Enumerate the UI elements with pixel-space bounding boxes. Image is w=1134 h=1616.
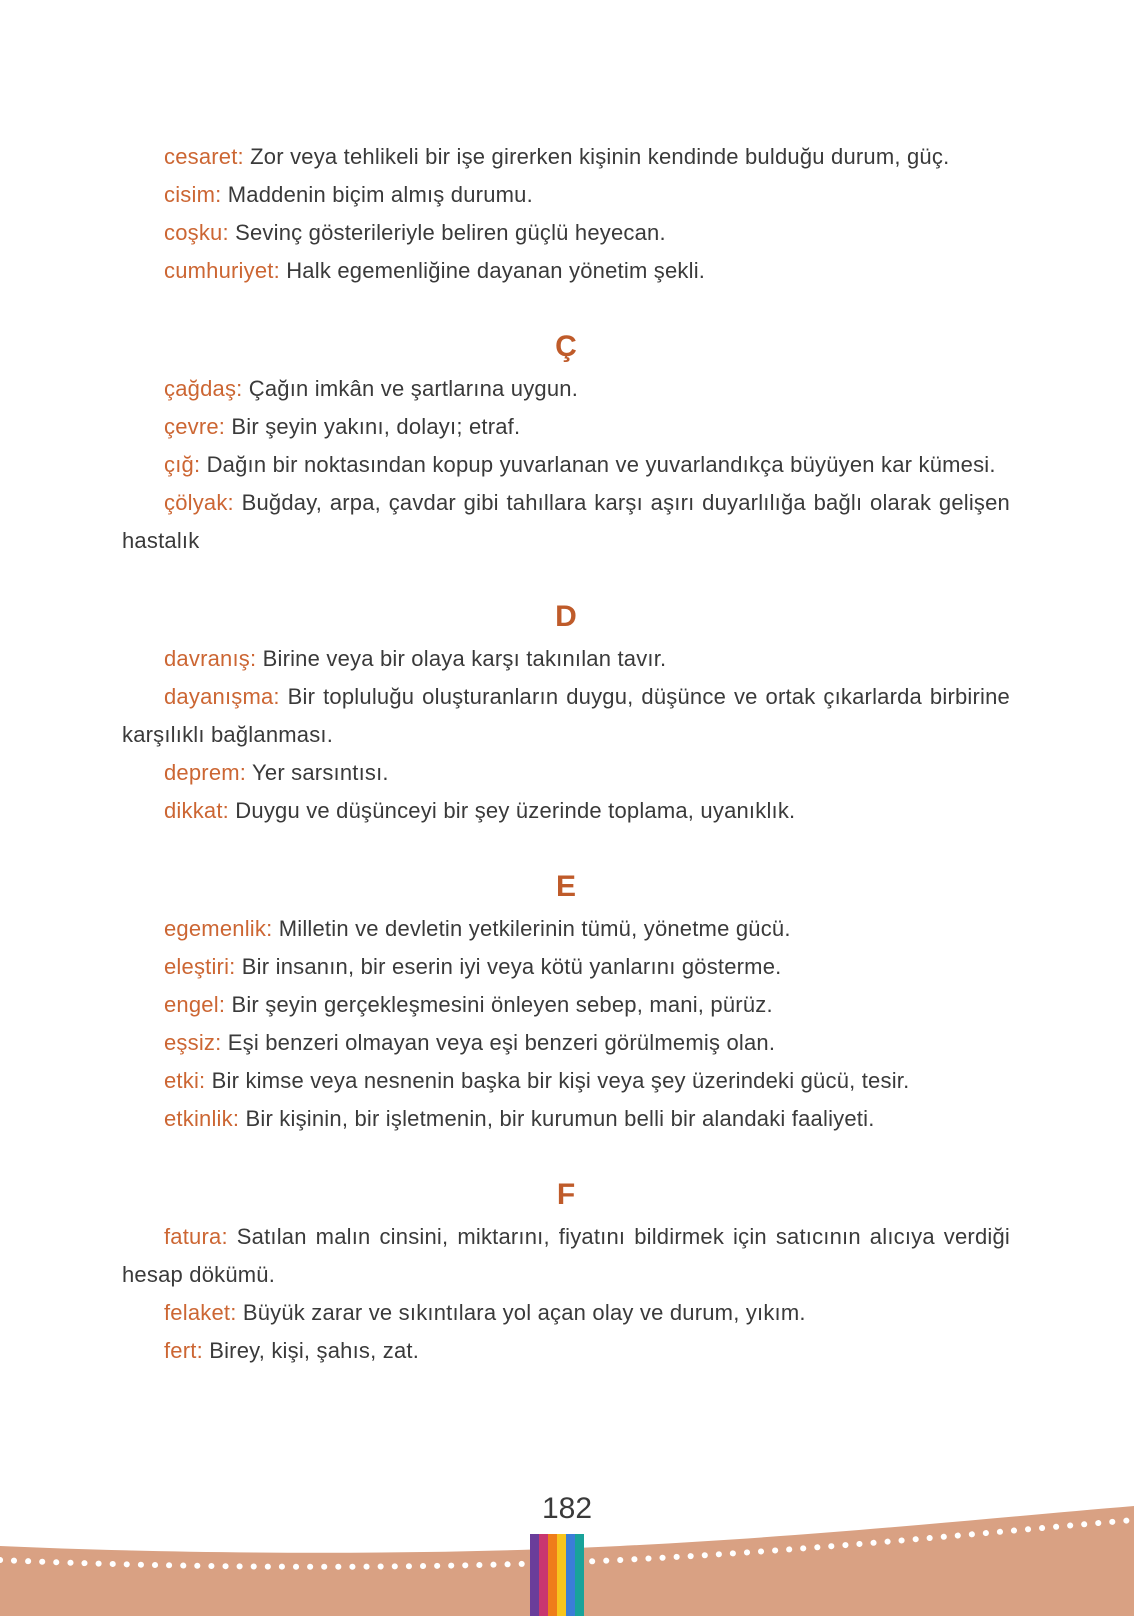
entry-term: fert:: [164, 1338, 203, 1363]
entry-term: engel:: [164, 992, 226, 1017]
entry-definition: Maddenin biçim almış durumu.: [221, 182, 533, 207]
glossary-entry: [122, 1294, 1010, 1332]
glossary-entry: [122, 986, 1010, 1024]
entry-definition: Duygu ve düşünceyi bir şey üzerinde toplama, uyanıklık.: [228, 798, 796, 823]
entry-definition: Bir insanın, bir eserin iyi veya kötü yanlarını gösterme.: [235, 954, 782, 979]
bookmark-stripe: [557, 1534, 566, 1616]
glossary-entry: [122, 1024, 1010, 1062]
entry-term: felaket:: [164, 1300, 237, 1325]
entry-definition: Bir kimse veya nesnenin başka bir kişi veya şey üzerindeki gücü, tesir.: [205, 1068, 910, 1093]
bookmark-stripe: [575, 1534, 584, 1616]
entry-definition: Büyük zarar ve sıkıntılara yol açan olay ve durum, yıkım.: [236, 1300, 806, 1325]
bookmark-stripes: [530, 1534, 584, 1616]
glossary-entry: [122, 252, 1010, 290]
glossary-entry: [122, 792, 1010, 830]
bookmark-stripe: [548, 1534, 557, 1616]
glossary-entry: [122, 754, 1010, 792]
glossary-entry: [122, 1332, 1010, 1370]
entry-term: coşku:: [164, 220, 229, 245]
entry-definition: Bir şeyin gerçekleşmesini önleyen sebep, mani, pürüz.: [225, 992, 773, 1017]
page-number: 182: [541, 1492, 593, 1525]
section-letter: E: [555, 870, 576, 903]
entry-definition: Çağın imkân ve şartlarına uygun.: [242, 376, 579, 401]
entry-term: etki:: [164, 1068, 206, 1093]
entry-term: etkinlik:: [164, 1106, 240, 1131]
glossary-entry: [122, 446, 1010, 484]
section-letter: Ç: [555, 330, 577, 363]
glossary-entry: [122, 214, 1010, 252]
entry-definition: Bir topluluğu oluşturanların duygu, düşünce ve ortak çıkarlarda birbirine karşılıklı bağlanması.: [122, 684, 1010, 747]
glossary-entry: [122, 138, 1010, 176]
entry-definition: Bir kişinin, bir işletmenin, bir kurumun belli bir alandaki faaliyeti.: [239, 1106, 875, 1131]
entry-term: çığ:: [164, 452, 201, 477]
entry-term: çölyak:: [164, 490, 234, 515]
entry-definition: Birine veya bir olaya karşı takınılan tavır.: [256, 646, 667, 671]
entry-definition: Satılan malın cinsini, miktarını, fiyatını bildirmek için satıcının alıcıya verdiği hesap dökümü.: [122, 1224, 1010, 1287]
glossary-entry: [122, 408, 1010, 446]
glossary-entry: [122, 1062, 1010, 1100]
section-letter: D: [555, 600, 577, 633]
entry-term: eleştiri:: [164, 954, 236, 979]
entry-term: çevre:: [164, 414, 226, 439]
entry-definition: Halk egemenliğine dayanan yönetim şekli.: [279, 258, 706, 283]
glossary-entry: [122, 176, 1010, 214]
entry-term: dayanışma:: [164, 684, 280, 709]
entry-term: fatura:: [164, 1224, 228, 1249]
entry-term: cumhuriyet:: [164, 258, 280, 283]
entry-term: dikkat:: [164, 798, 229, 823]
bookmark-stripe: [566, 1534, 575, 1616]
entry-term: cisim:: [164, 182, 222, 207]
entry-term: egemenlik:: [164, 916, 273, 941]
entry-definition: Buğday, arpa, çavdar gibi tahıllara karşı aşırı duyarlılığa bağlı olarak gelişen hastalık: [122, 490, 1010, 553]
glossary-entry: [122, 1218, 1010, 1294]
glossary-entry: [122, 640, 1010, 678]
entry-definition: Sevinç gösterileriyle beliren güçlü heyecan.: [228, 220, 666, 245]
entry-definition: Yer sarsıntısı.: [246, 760, 389, 785]
entry-term: davranış:: [164, 646, 257, 671]
section-letter: F: [556, 1178, 576, 1211]
entry-term: deprem:: [164, 760, 247, 785]
entry-definition: Zor veya tehlikeli bir işe girerken kişinin kendinde bulduğu durum, güç.: [243, 144, 950, 169]
entry-definition: Eşi benzeri olmayan veya eşi benzeri görülmemiş olan.: [221, 1030, 776, 1055]
glossary: [122, 138, 1010, 1370]
bookmark-stripe: [539, 1534, 548, 1616]
bookmark-stripe: [530, 1534, 539, 1616]
glossary-entry: [122, 484, 1010, 560]
glossary-entry: [122, 678, 1010, 754]
entry-definition: Dağın bir noktasından kopup yuvarlanan ve yuvarlandıkça büyüyen kar kümesi.: [200, 452, 996, 477]
entry-term: cesaret:: [164, 144, 244, 169]
glossary-entry: [122, 1100, 1010, 1138]
entry-term: çağdaş:: [164, 376, 243, 401]
glossary-entry: [122, 370, 1010, 408]
glossary-entry: [122, 948, 1010, 986]
glossary-entry: [122, 910, 1010, 948]
entry-term: eşsiz:: [164, 1030, 222, 1055]
entry-definition: Birey, kişi, şahıs, zat.: [202, 1338, 420, 1363]
entry-definition: Milletin ve devletin yetkilerinin tümü, yönetme gücü.: [272, 916, 791, 941]
entry-definition: Bir şeyin yakını, dolayı; etraf.: [225, 414, 521, 439]
